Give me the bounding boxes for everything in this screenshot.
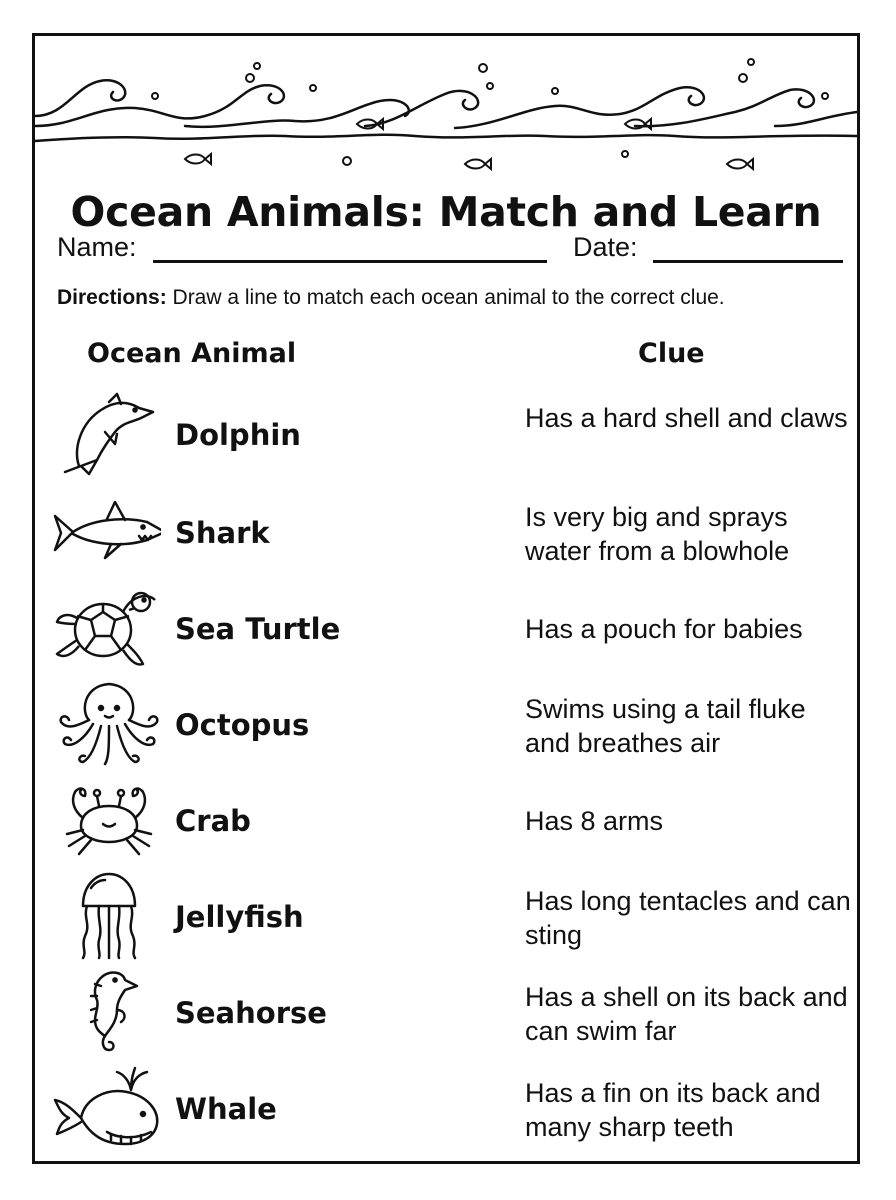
worksheet-title: Ocean Animals: Match and Learn — [70, 188, 822, 236]
column-header-animal: Ocean Animal — [87, 338, 297, 369]
clue-text: Has long tentacles and can sting — [525, 886, 851, 950]
jellyfish-icon — [51, 870, 161, 960]
shark-icon — [51, 486, 161, 576]
date-field[interactable] — [653, 260, 843, 263]
name-field[interactable] — [153, 260, 547, 263]
octopus-icon — [51, 678, 161, 768]
match-row — [35, 870, 857, 966]
match-row — [35, 582, 857, 678]
match-row — [35, 1062, 857, 1158]
animal-name: Jellyfish — [175, 900, 304, 934]
match-row — [35, 486, 857, 582]
directions-label: Directions: — [57, 286, 167, 309]
sea-turtle-icon — [51, 582, 161, 672]
column-header-clue: Clue — [638, 338, 705, 369]
seahorse-icon — [51, 966, 161, 1056]
clue-text: Has a pouch for babies — [525, 614, 803, 644]
animal-name: Whale — [175, 1092, 277, 1126]
clue-text: Has a fin on its back and many sharp teeth — [525, 1078, 821, 1142]
match-row — [35, 388, 857, 484]
wave-border-icon — [35, 46, 857, 176]
match-row — [35, 678, 857, 774]
name-label: Name: — [57, 232, 137, 262]
directions — [57, 286, 725, 310]
match-row — [35, 966, 857, 1062]
animal-name: Seahorse — [175, 996, 327, 1030]
animal-name: Crab — [175, 804, 251, 838]
directions-text: Draw a line to match each ocean animal to the correct clue. — [166, 286, 725, 309]
worksheet-page — [32, 33, 860, 1164]
animal-name: Shark — [175, 516, 270, 550]
crab-icon — [51, 774, 161, 864]
animal-name: Dolphin — [175, 418, 301, 452]
clue-text: Has a hard shell and claws — [525, 403, 848, 433]
whale-icon — [51, 1062, 161, 1152]
date-label: Date: — [573, 232, 638, 262]
clue-text: Has 8 arms — [525, 806, 664, 836]
animal-name: Octopus — [175, 708, 310, 742]
dolphin-icon — [51, 388, 161, 478]
clue-text: Swims using a tail fluke and breathes air — [525, 694, 806, 758]
clue-text: Has a shell on its back and can swim far — [525, 982, 848, 1046]
animal-name: Sea Turtle — [175, 612, 341, 646]
match-row — [35, 774, 857, 870]
clue-text: Is very big and sprays water from a blowhole — [525, 502, 790, 566]
